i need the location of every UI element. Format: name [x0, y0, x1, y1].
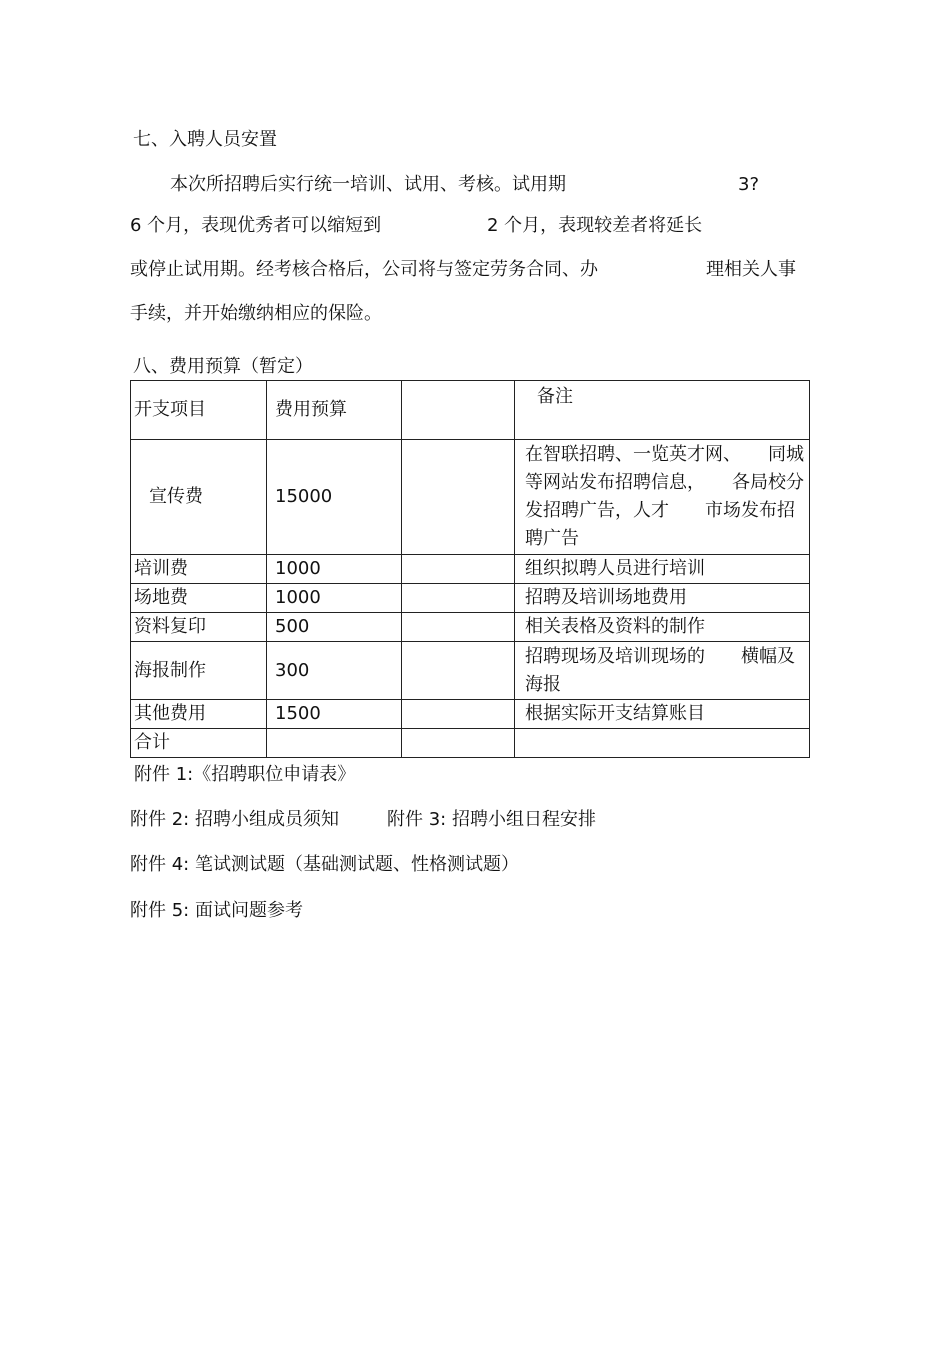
section-7-line-4: 手续，并开始缴纳相应的保险。 — [130, 303, 382, 324]
header-blank — [402, 381, 515, 440]
row-item: 宣传费 — [131, 440, 267, 555]
row-blank — [402, 613, 515, 642]
row-amount: 300 — [267, 642, 402, 700]
row-note: 相关表格及资料的制作 — [515, 613, 810, 642]
row-item: 资料复印 — [131, 613, 267, 642]
attachment-2: 附件 2: 招聘小组成员须知 — [130, 809, 339, 830]
row-item: 场地费 — [131, 584, 267, 613]
table-row — [131, 613, 810, 642]
header-note: 备注 — [515, 381, 810, 440]
table-row — [131, 700, 810, 729]
row-amount: 1000 — [267, 584, 402, 613]
section-7-line-2: 6 个月，表现优秀者可以缩短到 — [130, 215, 382, 236]
row-blank — [402, 642, 515, 700]
attachment-1: 附件 1:《招聘职位申请表》 — [134, 764, 356, 785]
table-row — [131, 642, 810, 700]
row-item: 其他费用 — [131, 700, 267, 729]
section-7-line-1-tail: 3? — [738, 174, 760, 195]
attachment-4: 附件 4: 笔试测试题（基础测试题、性格测试题） — [130, 854, 519, 875]
row-blank — [402, 584, 515, 613]
attachment-5: 附件 5: 面试问题参考 — [130, 900, 303, 921]
section-7-title: 七、入聘人员安置 — [133, 129, 277, 150]
section-7-line-3-tail: 理相关人事 — [706, 259, 796, 280]
table-row — [131, 555, 810, 584]
row-blank — [402, 729, 515, 758]
section-7-line-2-tail: 2 个月，表现较差者将延长 — [487, 215, 703, 236]
section-7-line-1: 本次所招聘后实行统一培训、试用、考核。试用期 — [170, 174, 566, 195]
row-note: 招聘现场及培训现场的 横幅及海报 — [515, 642, 810, 700]
row-amount: 500 — [267, 613, 402, 642]
row-amount: 1000 — [267, 555, 402, 584]
row-note: 招聘及培训场地费用 — [515, 584, 810, 613]
row-item: 海报制作 — [131, 642, 267, 700]
row-item: 培训费 — [131, 555, 267, 584]
row-amount: 15000 — [267, 440, 402, 555]
table-total-row — [131, 729, 810, 758]
row-blank — [402, 555, 515, 584]
budget-table — [130, 380, 810, 758]
section-8-title: 八、费用预算（暂定） — [133, 356, 313, 377]
table-header-row — [131, 381, 810, 440]
row-amount: 1500 — [267, 700, 402, 729]
row-note: 根据实际开支结算账目 — [515, 700, 810, 729]
row-amount — [267, 729, 402, 758]
row-note: 组织拟聘人员进行培训 — [515, 555, 810, 584]
row-item: 合计 — [131, 729, 267, 758]
row-note: 在智联招聘、一览英才网、 同城等网站发布招聘信息， 各局校分发招聘广告，人才 市场发布招聘广告 — [515, 440, 810, 555]
section-7-line-3: 或停止试用期。经考核合格后，公司将与签定劳务合同、办 — [130, 259, 598, 280]
row-blank — [402, 700, 515, 729]
table-row — [131, 584, 810, 613]
header-item: 开支项目 — [131, 381, 267, 440]
row-blank — [402, 440, 515, 555]
attachment-3: 附件 3: 招聘小组日程安排 — [387, 809, 596, 830]
row-note — [515, 729, 810, 758]
table-row — [131, 440, 810, 555]
header-amount: 费用预算 — [267, 381, 402, 440]
